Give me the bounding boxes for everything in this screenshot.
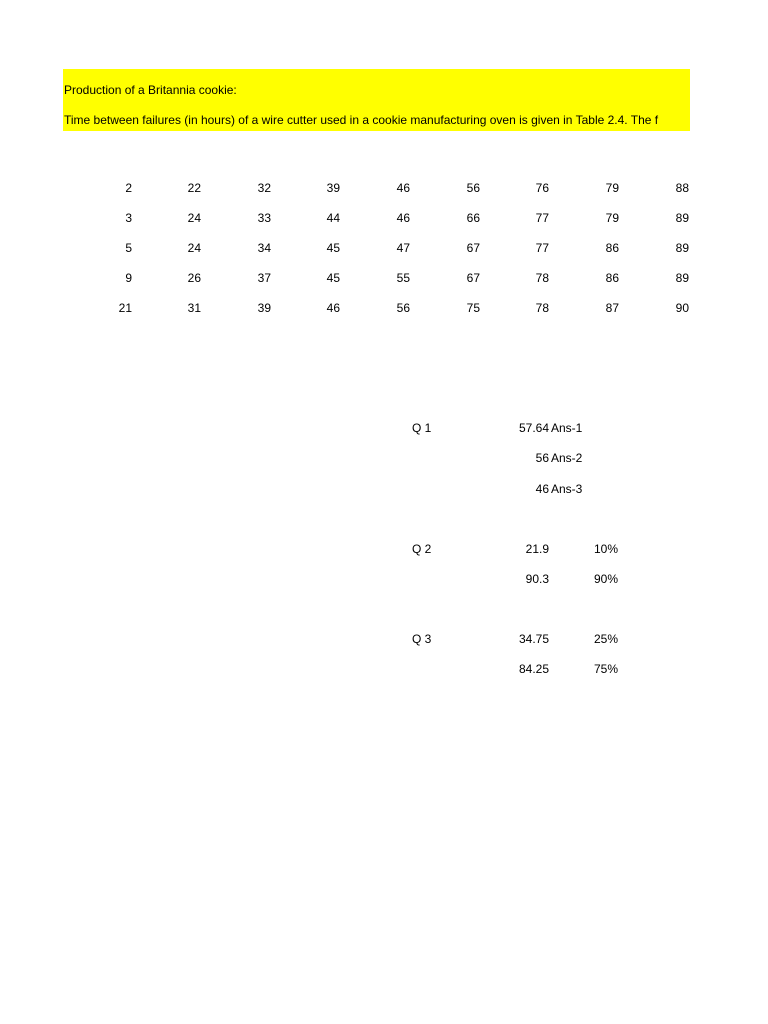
data-cell[interactable]: 32 <box>257 181 271 195</box>
data-cell[interactable]: 39 <box>326 181 340 195</box>
data-cell[interactable]: 89 <box>675 211 689 225</box>
sheet-title[interactable]: Production of a Britannia cookie: <box>64 83 237 97</box>
data-cell[interactable]: 86 <box>605 271 619 285</box>
data-cell[interactable]: 3 <box>125 211 132 225</box>
data-cell[interactable]: 56 <box>466 181 480 195</box>
data-cell[interactable]: 77 <box>535 241 549 255</box>
q3-answer-value[interactable]: 34.75 <box>518 632 549 646</box>
data-cell[interactable]: 67 <box>466 271 480 285</box>
problem-description[interactable]: Time between failures (in hours) of a wire cutter used in a cookie manufacturing oven is given in Table 2.4. The f <box>64 113 659 127</box>
data-cell[interactable]: 66 <box>466 211 480 225</box>
q3-percent[interactable]: 25% <box>594 632 619 646</box>
table-row <box>0 241 768 255</box>
data-cell[interactable]: 46 <box>326 301 340 315</box>
data-cell[interactable]: 78 <box>535 271 549 285</box>
data-cell[interactable]: 39 <box>257 301 271 315</box>
q2-percent[interactable]: 90% <box>594 572 619 586</box>
data-cell[interactable]: 89 <box>675 271 689 285</box>
data-cell[interactable]: 45 <box>326 241 340 255</box>
header-banner <box>63 69 690 131</box>
data-cell[interactable]: 46 <box>396 211 410 225</box>
q1-label[interactable]: Q 1 <box>412 421 432 435</box>
data-cell[interactable]: 24 <box>187 241 201 255</box>
data-cell[interactable]: 67 <box>466 241 480 255</box>
q2-percent[interactable]: 10% <box>594 542 619 556</box>
q1-answer-value[interactable]: 56 <box>535 451 549 465</box>
table-row <box>0 181 768 195</box>
data-cell[interactable]: 89 <box>675 241 689 255</box>
data-cell[interactable]: 47 <box>396 241 410 255</box>
q3-answer-value[interactable]: 84.25 <box>518 662 549 676</box>
data-cell[interactable]: 22 <box>187 181 201 195</box>
data-cell[interactable]: 79 <box>605 181 619 195</box>
data-cell[interactable]: 76 <box>535 181 549 195</box>
data-cell[interactable]: 33 <box>257 211 271 225</box>
q1-answer-tag[interactable]: Ans-3 <box>551 482 583 496</box>
q2-answer-value[interactable]: 21.9 <box>525 542 549 556</box>
data-cell[interactable]: 55 <box>396 271 410 285</box>
data-cell[interactable]: 37 <box>257 271 271 285</box>
data-cell[interactable]: 79 <box>605 211 619 225</box>
q2-answer-value[interactable]: 90.3 <box>525 572 549 586</box>
q3-label[interactable]: Q 3 <box>412 632 432 646</box>
q1-answer-tag[interactable]: Ans-2 <box>551 451 583 465</box>
data-cell[interactable]: 5 <box>125 241 132 255</box>
data-cell[interactable]: 44 <box>326 211 340 225</box>
data-cell[interactable]: 77 <box>535 211 549 225</box>
data-cell[interactable]: 26 <box>187 271 201 285</box>
data-cell[interactable]: 88 <box>675 181 689 195</box>
data-cell[interactable]: 45 <box>326 271 340 285</box>
q1-answer-value[interactable]: 57.64 <box>518 421 549 435</box>
table-row <box>0 301 768 315</box>
q3-percent[interactable]: 75% <box>594 662 619 676</box>
data-cell[interactable]: 34 <box>257 241 271 255</box>
data-cell[interactable]: 75 <box>466 301 480 315</box>
data-cell[interactable]: 31 <box>187 301 201 315</box>
q1-answer-value[interactable]: 46 <box>535 482 549 496</box>
q1-answer-tag[interactable]: Ans-1 <box>551 421 583 435</box>
table-row <box>0 271 768 285</box>
data-cell[interactable]: 86 <box>605 241 619 255</box>
data-cell[interactable]: 78 <box>535 301 549 315</box>
data-cell[interactable]: 9 <box>125 271 132 285</box>
data-cell[interactable]: 24 <box>187 211 201 225</box>
data-cell[interactable]: 56 <box>396 301 410 315</box>
table-row <box>0 211 768 225</box>
q2-label[interactable]: Q 2 <box>412 542 432 556</box>
data-cell[interactable]: 21 <box>118 301 132 315</box>
data-cell[interactable]: 90 <box>675 301 689 315</box>
data-cell[interactable]: 87 <box>605 301 619 315</box>
data-cell[interactable]: 2 <box>125 181 132 195</box>
data-cell[interactable]: 46 <box>396 181 410 195</box>
